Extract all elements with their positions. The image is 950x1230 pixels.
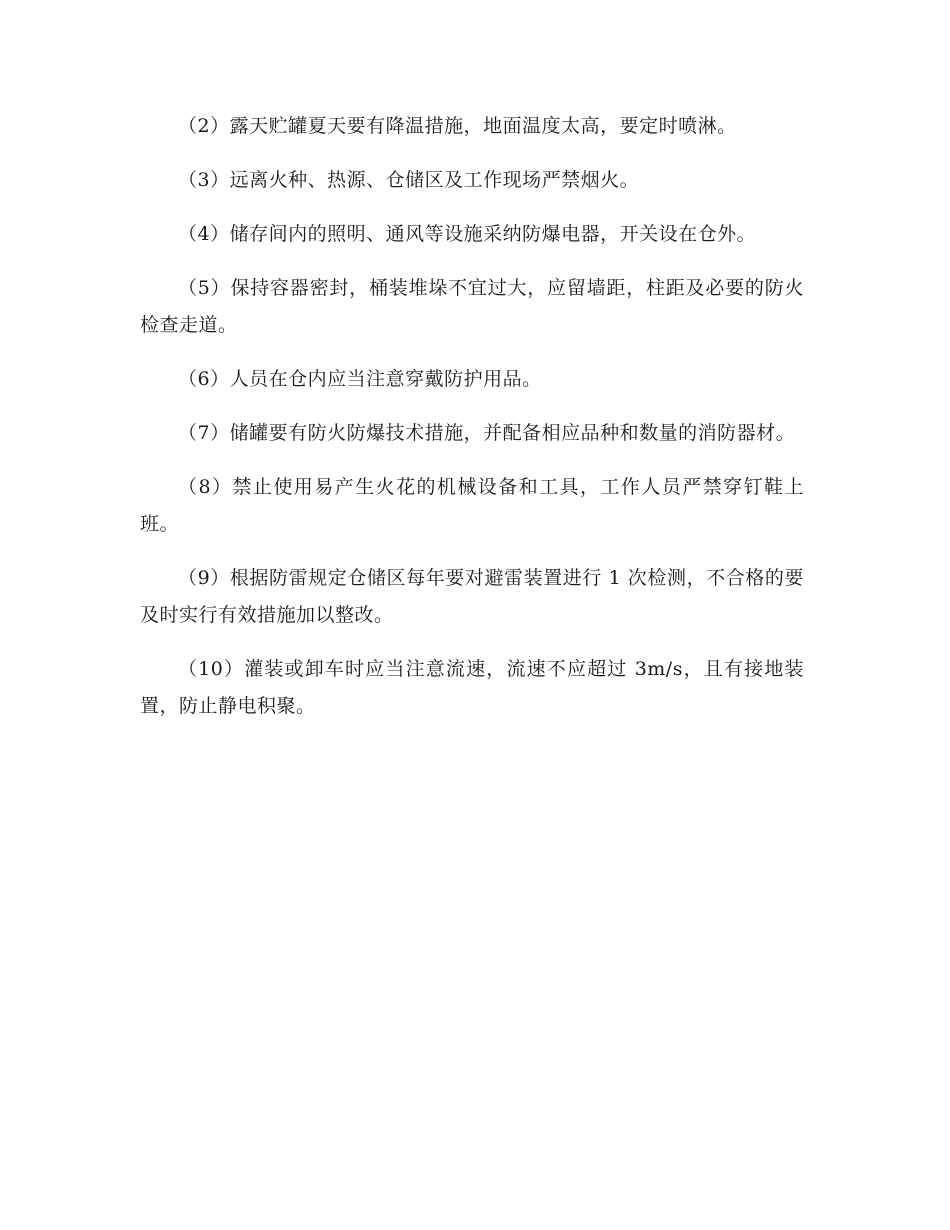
paragraph-item-6: （6）人员在仓内应当注意穿戴防护用品。: [178, 368, 542, 390]
paragraph-item-4: （4）储存间内的照明、通风等设施采纳防爆电器，开关设在仓外。: [178, 223, 757, 245]
paragraph-item-8: （8）禁止使用易产生火花的机械设备和工具，工作人员严禁穿钉鞋上班。: [140, 476, 804, 535]
paragraph-item-5: （5）保持容器密封，桶装堆垛不宜过大，应留墙距，柱距及必要的防火检查走道。: [140, 277, 804, 336]
paragraph-item-10: （10）灌装或卸车时应当注意流速，流速不应超过 3m/s，且有接地装置，防止静电积聚。: [140, 658, 804, 717]
paragraph-item-2: （2）露天贮罐夏天要有降温措施，地面温度太高，要定时喷淋。: [178, 115, 737, 137]
paragraph-item-9: （9）根据防雷规定仓储区每年要对避雷装置进行 1 次检测，不合格的要及时实行有效措施加以整改。: [140, 567, 804, 626]
document-body: [140, 108, 804, 742]
paragraph-item-3: （3）远离火种、热源、仓储区及工作现场严禁烟火。: [178, 169, 640, 191]
paragraph-item-7: （7）储罐要有防火防爆技术措施，并配备相应品种和数量的消防器材。: [178, 422, 796, 444]
